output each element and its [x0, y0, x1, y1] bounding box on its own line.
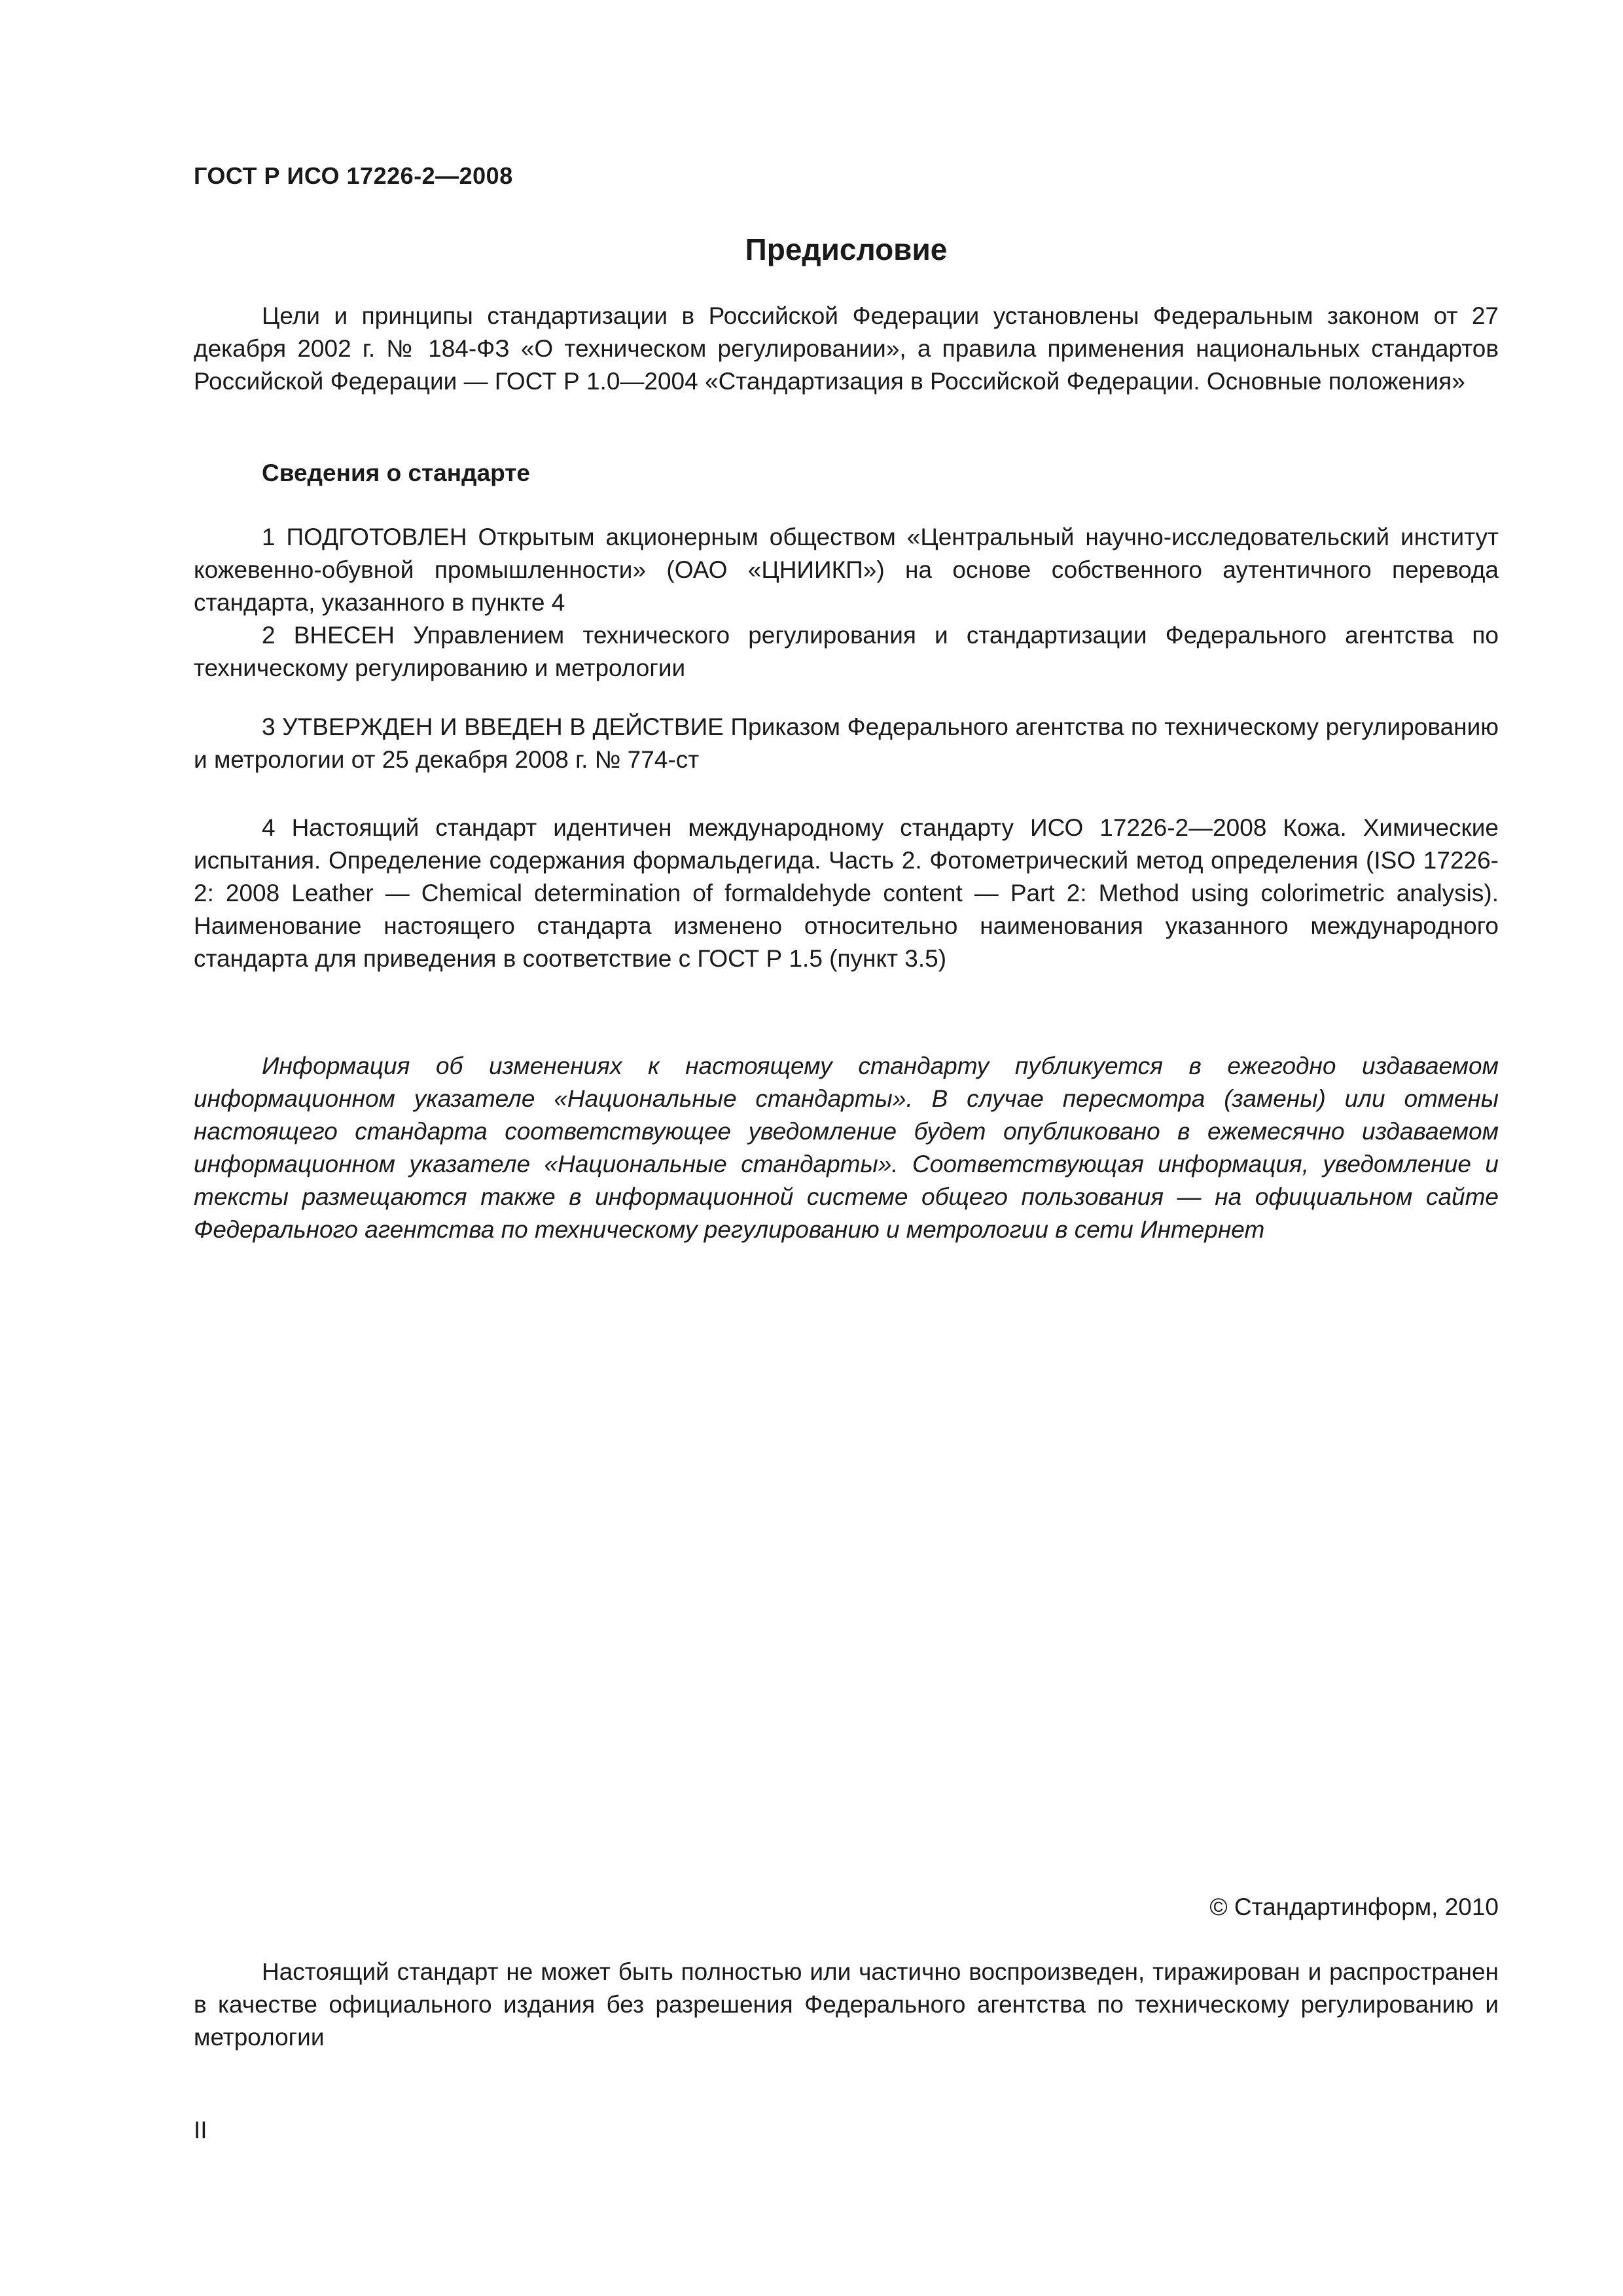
items-1-2-block	[194, 521, 1499, 685]
page-number: II	[194, 2117, 207, 2144]
item-1-paragraph: 1 ПОДГОТОВЛЕН Открытым акционерным обществом «Центральный научно-исследовательский институт кожевенно-обувной промышленности» (ОАО «ЦНИИКП») на основе собственного аутентичного перевода стандарта, указанного в пункте 4	[194, 524, 1499, 616]
reproduction-notice-paragraph: Настоящий стандарт не может быть полностью или частично воспроизведен, тиражирован и распространен в качестве официального издания без разрешения Федерального агентства по техническому регулированию и метрологии	[194, 1958, 1499, 2051]
page-title: Предисловие	[745, 232, 948, 266]
intro-paragraph: Цели и принципы стандартизации в Российской Федерации установлены Федеральным законом от 27 декабря 2002 г. № 184-ФЗ «О техническом регулировании», а правила применения национальных стандартов Российской Федерации — ГОСТ Р 1.0—2004 «Стандартизация в Российской Федерации. Основные положения»	[194, 302, 1499, 395]
item-2-paragraph: 2 ВНЕСЕН Управлением технического регулирования и стандартизации Федерального агентства по техническому регулированию и метрологии	[194, 622, 1499, 681]
copyright-line: © Стандартинформ, 2010	[1209, 1893, 1499, 1920]
section-heading: Сведения о стандарте	[262, 459, 530, 486]
item-4-block	[194, 812, 1499, 975]
item-3-paragraph: 3 УТВЕРЖДЕН И ВВЕДЕН В ДЕЙСТВИЕ Приказом Федерального агентства по техническому регулированию и метрологии от 25 декабря 2008 г. № 774-ст	[194, 713, 1499, 773]
document-code: ГОСТ Р ИСО 17226-2—2008	[194, 162, 513, 189]
notice-paragraph: Информация об изменениях к настоящему стандарту публикуется в ежегодно издаваемом информационном указателе «Национальные стандарты». В случае пересмотра (замены) или отмены настоящего стандарта соответствующее уведомление будет опубликовано в ежемесячно издаваемом информационном указателе «Национальные стандарты». Соответствующая информация, уведомление и тексты размещаются также в информационной системе общего пользования — на официальном сайте Федерального агентства по техническому регулированию и метрологии в сети Интернет	[194, 1052, 1499, 1243]
notice-block	[194, 1050, 1499, 1246]
reproduction-notice-block	[194, 1956, 1499, 2054]
intro-paragraph-block	[194, 300, 1499, 398]
item-3-block	[194, 711, 1499, 776]
item-4-paragraph: 4 Настоящий стандарт идентичен международному стандарту ИСО 17226-2—2008 Кожа. Химические испытания. Определение содержания формальдегида. Часть 2. Фотометрический метод определения (ISO 17226-2: 2008 Leather — Chemical determination of formaldehyde content — Part 2: Method using colorimetric analysis). Наименование настоящего стандарта изменено относительно наименования указанного международного стандарта для приведения в соответствие с ГОСТ Р 1.5 (пункт 3.5)	[194, 814, 1499, 972]
